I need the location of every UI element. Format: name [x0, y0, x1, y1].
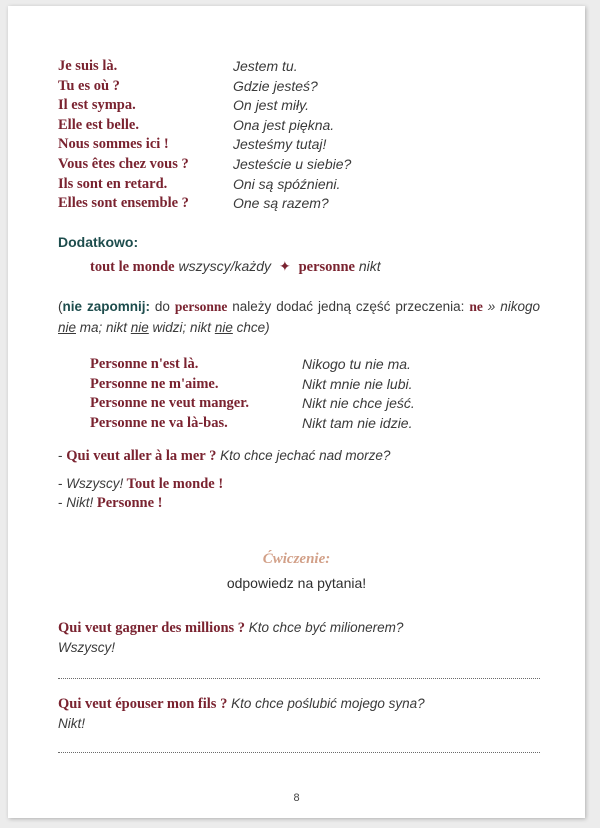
- note-text: należy dodać jedną część przeczenia:: [227, 299, 470, 314]
- answer-dotted-line: [58, 752, 540, 753]
- french-phrase: Personne ne veut manger.: [90, 395, 249, 412]
- dialog-dash: -: [58, 495, 67, 510]
- dialog-french: Personne !: [93, 495, 163, 511]
- french-phrase: Vous êtes chez vous ?: [58, 155, 189, 172]
- dialog-line: [58, 495, 163, 512]
- note-underlined-nie: nie: [214, 320, 233, 335]
- exercise-answer: Wszyscy!: [58, 640, 115, 655]
- note-label: nie zapomnij:: [62, 299, 150, 314]
- polish-translation: Jesteśmy tutaj!: [233, 136, 327, 153]
- french-phrase: Je suis là.: [58, 58, 118, 74]
- dialog-line: [58, 476, 223, 493]
- dialog-polish: Wszyscy!: [66, 476, 124, 491]
- dialog-polish: Kto chce jechać nad morze?: [216, 448, 391, 463]
- polish-translation: Jestem tu.: [233, 58, 298, 74]
- question-french: Qui veut gagner des millions ?: [58, 620, 246, 636]
- vocab-french-everyone: tout le monde: [90, 259, 175, 275]
- exercise-question: [58, 696, 425, 713]
- note-example: widzi; nikt: [148, 320, 215, 335]
- exercise-question: [58, 620, 403, 637]
- dialog-polish: Nikt!: [66, 495, 94, 510]
- grammar-note: [58, 296, 540, 338]
- note-paren: (: [58, 299, 63, 314]
- polish-translation: Ona jest piękna.: [233, 116, 335, 133]
- note-ne: ne: [469, 299, 483, 314]
- question-french: Qui veut épouser mon fils ?: [58, 696, 228, 712]
- page-number: 8: [293, 792, 300, 804]
- polish-translation: On jest miły.: [233, 97, 309, 114]
- vocab-french-nobody: personne: [298, 259, 355, 275]
- star-icon: ✦: [278, 258, 291, 274]
- french-phrase: Elle est belle.: [58, 116, 139, 133]
- dialog-french: Qui veut aller à la mer ?: [66, 448, 217, 464]
- polish-translation: Nikt mnie nie lubi.: [302, 375, 413, 392]
- note-keyword: personne: [174, 299, 228, 314]
- french-phrase: Personne n'est là.: [90, 356, 199, 372]
- vocab-polish-everyone: wszyscy/każdy: [178, 258, 272, 274]
- note-underlined-nie: nie: [130, 320, 149, 335]
- answer-dotted-line: [58, 678, 540, 679]
- polish-translation: Oni są spóźnieni.: [233, 175, 341, 192]
- question-polish: Kto chce być milionerem?: [245, 620, 404, 635]
- vocabulary-line: [90, 258, 381, 276]
- note-example: chce): [232, 320, 270, 335]
- french-phrase: Tu es où ?: [58, 77, 120, 94]
- note-example: ma; nikt: [76, 320, 131, 335]
- french-phrase: Il est sympa.: [58, 97, 136, 114]
- polish-translation: Nikt tam nie idzie.: [302, 414, 413, 431]
- section-heading-additional: Dodatkowo:: [58, 234, 139, 250]
- dialog-french: Tout le monde !: [123, 476, 224, 492]
- french-phrase: Ils sont en retard.: [58, 175, 168, 192]
- polish-translation: Nikt nie chce jeść.: [302, 395, 415, 412]
- note-example: » nikogo: [482, 299, 540, 314]
- dialog-dash: -: [58, 448, 67, 463]
- polish-translation: Jesteście u siebie?: [233, 155, 352, 172]
- vocab-polish-nobody: nikt: [358, 258, 381, 274]
- exercise-answer: Nikt!: [58, 716, 85, 731]
- question-polish: Kto chce poślubić mojego syna?: [227, 696, 425, 711]
- exercise-title: Ćwiczenie:: [262, 551, 331, 567]
- polish-translation: Nikogo tu nie ma.: [302, 356, 411, 372]
- dialog-dash: -: [58, 476, 67, 491]
- french-phrase: Personne ne va là-bas.: [90, 414, 228, 431]
- polish-translation: Gdzie jesteś?: [233, 77, 318, 94]
- dialog-line: [58, 448, 390, 465]
- note-underlined-nie: nie: [58, 320, 77, 335]
- exercise-instruction: odpowiedz na pytania!: [226, 575, 367, 591]
- french-phrase: Personne ne m'aime.: [90, 375, 219, 392]
- polish-translation: One są razem?: [233, 195, 329, 212]
- document-page: [8, 6, 585, 818]
- note-text: do: [149, 299, 175, 314]
- french-phrase: Elles sont ensemble ?: [58, 195, 189, 212]
- french-phrase: Nous sommes ici !: [58, 136, 169, 153]
